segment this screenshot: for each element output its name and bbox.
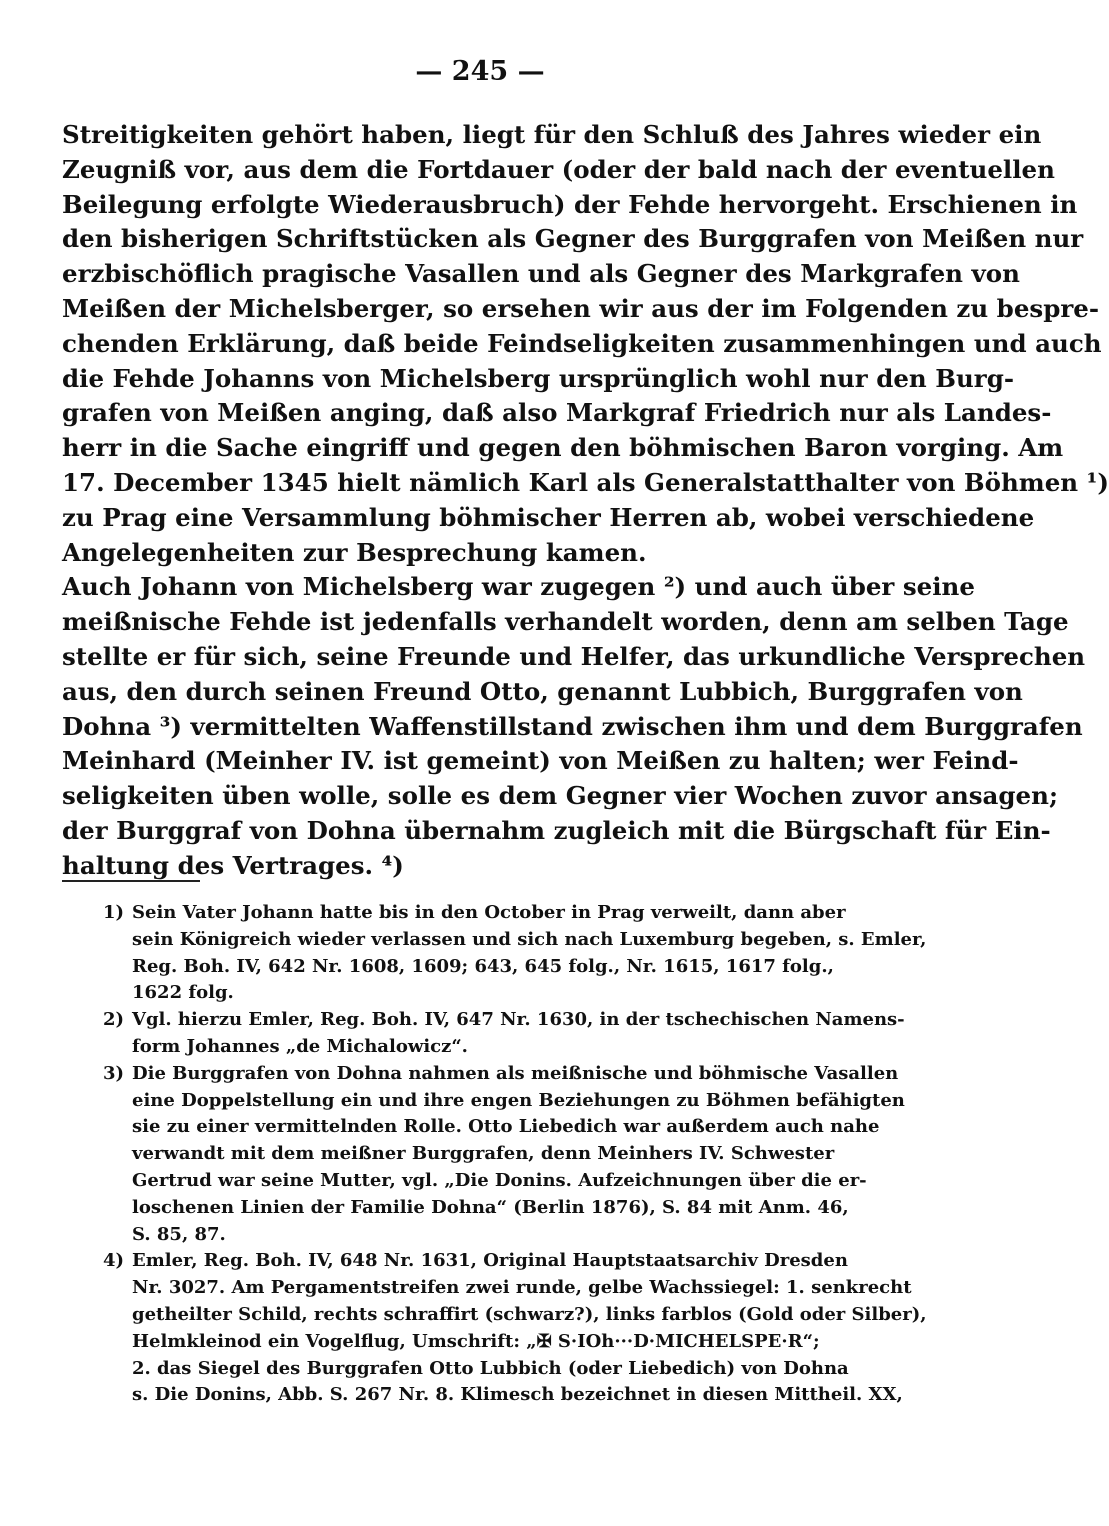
footnote-number: 4): [102, 1250, 124, 1272]
footnote-line: [62, 1248, 900, 1275]
footnote-text: Vgl. hierzu Emler, Reg. Boh. IV, 647 Nr. 1630, in der tschechischen Namens-: [132, 1009, 905, 1031]
footnote-text: Die Burggrafen von Dohna nahmen als meißnische und böhmische Vasallen: [132, 1062, 899, 1084]
footnote: [62, 1061, 905, 1249]
footnote-number: 2): [102, 1009, 124, 1031]
footnote-text: sie zu einer vermittelnden Rolle. Otto Liebedich war außerdem auch nahe: [132, 1116, 880, 1138]
body-line: seligkeiten üben wolle, solle es dem Gegner vier Wochen zuvor ansagen;: [62, 781, 1058, 811]
footnote-text: 1622 folg.: [132, 982, 234, 1004]
footnote-text: eine Doppelstellung ein und ihre engen Beziehungen zu Böhmen befähigten: [132, 1089, 905, 1111]
body-line: zu Prag eine Versammlung böhmischer Herren ab, wobei verschiedene: [62, 502, 1035, 532]
footnote-line: [62, 1356, 900, 1383]
body-line: den bisherigen Schriftstücken als Gegner des Burggrafen von Meißen nur: [62, 224, 1084, 254]
footnote-text: Helmkleinod ein Vogelflug, Umschrift: „✠ S·IOh···D·MICHELSPE·R“;: [132, 1330, 820, 1352]
footnote-text: loschenen Linien der Familie Dohna“ (Berlin 1876), S. 84 mit Anm. 46,: [132, 1196, 849, 1218]
page-number: — 245 —: [415, 56, 545, 87]
body-line: Angelegenheiten zur Besprechung kamen.: [62, 537, 647, 567]
footnote-text: Nr. 3027. Am Pergamentstreifen zwei runde, gelbe Wachssiegel: 1. senkrecht: [132, 1277, 912, 1299]
footnote-text: S. 85, 87.: [132, 1223, 226, 1245]
footnote-text: Reg. Boh. IV, 642 Nr. 1608, 1609; 643, 645 folg., Nr. 1615, 1617 folg.,: [132, 955, 834, 977]
footnote-line: [62, 1222, 900, 1249]
body-line: herr in die Sache eingriff und gegen den böhmischen Baron vorging. Am: [62, 433, 1064, 463]
footnote-line: [62, 1034, 900, 1061]
body-line: 17. December 1345 hielt nämlich Karl als Generalstatthalter von Böhmen ¹): [62, 467, 1109, 497]
footnote-text: getheilter Schild, rechts schraffirt (schwarz?), links farblos (Gold oder Silber),: [132, 1303, 927, 1325]
body-line: der Burggraf von Dohna übernahm zugleich mit die Bürgschaft für Ein-: [62, 815, 1051, 845]
footnote-line: [62, 1275, 912, 1302]
footnote-line: [62, 1168, 900, 1195]
footnote-line: [62, 927, 927, 954]
footnote-line: [62, 1061, 900, 1088]
body-line: chenden Erklärung, daß beide Feindseligkeiten zusammenhingen und auch: [62, 328, 1102, 358]
body-line: Zeugniß vor, aus dem die Fortdauer (oder der bald nach der eventuellen: [62, 154, 1055, 184]
footnote-line: [62, 900, 900, 927]
footnote-text: s. Die Donins, Abb. S. 267 Nr. 8. Klimesch bezeichnet in diesen Mittheil. XX,: [132, 1384, 903, 1406]
body-line: erzbischöflich pragische Vasallen und als Gegner des Markgrafen von: [62, 259, 1020, 289]
footnote-line: [62, 1329, 900, 1356]
body-line: meißnische Fehde ist jedenfalls verhandelt worden, denn am selben Tage: [62, 607, 1069, 637]
footnote-line: [62, 1007, 905, 1034]
footnote-line: [62, 1302, 927, 1329]
footnotes: [62, 900, 927, 1409]
footnote-text: Emler, Reg. Boh. IV, 648 Nr. 1631, Original Hauptstaatsarchiv Dresden: [132, 1250, 848, 1272]
footnote-text: form Johannes „de Michalowicz“.: [132, 1035, 468, 1057]
footnote-line: [62, 1195, 900, 1222]
body-line: die Fehde Johanns von Michelsberg ursprünglich wohl nur den Burg-: [62, 363, 1014, 393]
body-line: haltung des Vertrages. ⁴): [62, 850, 404, 880]
footnote-number: 1): [102, 902, 124, 923]
footnote: [62, 900, 927, 1007]
body-line: Meißen der Michelsberger, so ersehen wir aus der im Folgenden zu bespre-: [62, 293, 1099, 323]
body-line: Streitigkeiten gehört haben, liegt für den Schluß des Jahres wieder ein: [62, 120, 1042, 149]
body-line: Dohna ³) vermittelten Waffenstillstand zwischen ihm und dem Burggrafen: [62, 711, 1083, 741]
footnote-line: [62, 1141, 900, 1168]
footnote-divider: [62, 880, 200, 882]
body-line: grafen von Meißen anging, daß also Markgraf Friedrich nur als Landes-: [62, 398, 1052, 428]
body-text: [62, 118, 1109, 884]
footnote-line: [62, 1114, 900, 1141]
footnote-number: 3): [102, 1062, 124, 1084]
body-line: stellte er für sich, seine Freunde und Helfer, das urkundliche Versprechen: [62, 641, 1086, 671]
footnote-line: [62, 980, 900, 1007]
footnote: [62, 1007, 905, 1061]
body-line: aus, den durch seinen Freund Otto, genannt Lubbich, Burggrafen von: [62, 676, 1023, 706]
body-line: Meinhard (Meinher IV. ist gemeint) von Meißen zu halten; wer Feind-: [62, 746, 1019, 776]
footnote-text: Sein Vater Johann hatte bis in den October in Prag verweilt, dann aber: [132, 902, 846, 923]
body-line: Auch Johann von Michelsberg war zugegen ²) und auch über seine: [62, 572, 975, 602]
footnote-text: sein Königreich wieder verlassen und sich nach Luxemburg begeben, s. Emler,: [132, 928, 927, 950]
body-line: Beilegung erfolgte Wiederausbruch) der Fehde hervorgeht. Erschienen in: [62, 189, 1078, 219]
footnote-line: [62, 954, 900, 981]
footnote-line: [62, 1382, 903, 1409]
footnote-text: Gertrud war seine Mutter, vgl. „Die Donins. Aufzeichnungen über die er-: [132, 1169, 867, 1191]
footnote-text: 2. das Siegel des Burggrafen Otto Lubbich (oder Liebedich) von Dohna: [132, 1357, 849, 1379]
footnote: [62, 1248, 927, 1409]
footnote-text: verwandt mit dem meißner Burggrafen, denn Meinhers IV. Schwester: [132, 1143, 835, 1165]
footnote-line: [62, 1088, 905, 1115]
